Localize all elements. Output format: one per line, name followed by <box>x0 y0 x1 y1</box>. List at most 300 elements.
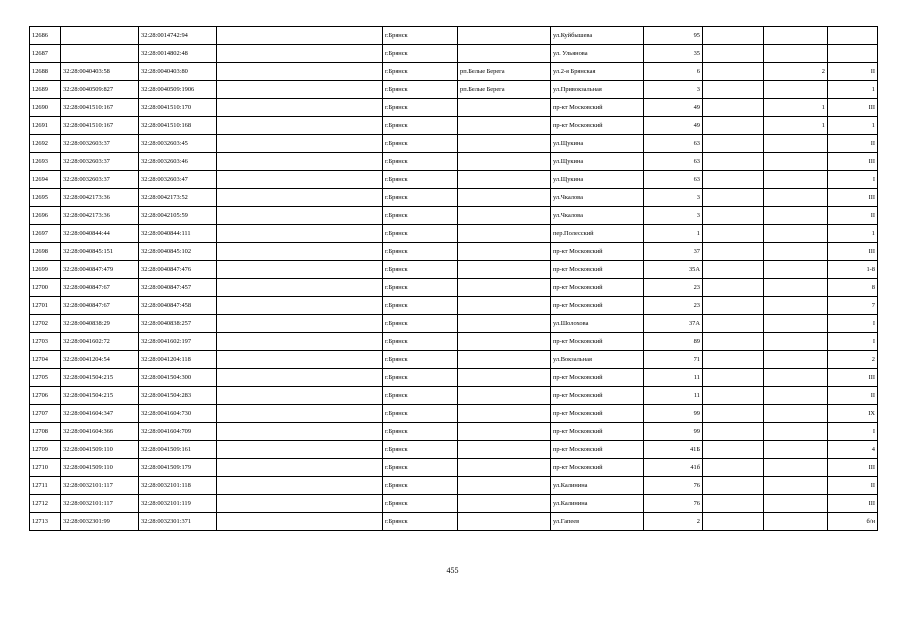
parent-cadastral-number-cell: 32:28:0041510:167 <box>61 99 139 117</box>
parent-cadastral-number-cell <box>61 27 139 45</box>
settlement-cell <box>458 387 551 405</box>
premises-number-cell: II <box>828 387 878 405</box>
settlement-cell <box>458 153 551 171</box>
parent-cadastral-number-cell: 32:28:0040845:151 <box>61 243 139 261</box>
parent-cadastral-number-cell: 32:28:0041604:347 <box>61 405 139 423</box>
settlement-cell <box>458 171 551 189</box>
cadastral-number-cell: 32:28:0042105:59 <box>139 207 217 225</box>
floor-cell <box>764 279 828 297</box>
settlement-cell <box>458 459 551 477</box>
empty-cell <box>703 45 764 63</box>
record-id-cell: 12708 <box>30 423 61 441</box>
premises-number-cell: II <box>828 135 878 153</box>
record-id-cell: 12690 <box>30 99 61 117</box>
empty-cell <box>217 261 383 279</box>
house-number-cell: 41б <box>644 459 703 477</box>
premises-number-cell: III <box>828 459 878 477</box>
table-row <box>30 27 878 45</box>
record-id-cell: 12699 <box>30 261 61 279</box>
table-row <box>30 171 878 189</box>
settlement-cell <box>458 477 551 495</box>
settlement-cell <box>458 297 551 315</box>
house-number-cell: 11 <box>644 369 703 387</box>
empty-cell <box>217 333 383 351</box>
empty-cell <box>217 459 383 477</box>
floor-cell <box>764 351 828 369</box>
record-id-cell: 12688 <box>30 63 61 81</box>
street-cell: ул.2-я Брянская <box>551 63 644 81</box>
city-cell: г.Брянск <box>383 81 458 99</box>
floor-cell <box>764 153 828 171</box>
premises-number-cell: 7 <box>828 297 878 315</box>
empty-cell <box>217 513 383 531</box>
floor-cell: 2 <box>764 63 828 81</box>
cadastral-number-cell: 32:28:0041204:118 <box>139 351 217 369</box>
record-id-cell: 12709 <box>30 441 61 459</box>
premises-number-cell: 1 <box>828 117 878 135</box>
cadastral-number-cell: 32:28:0040844:111 <box>139 225 217 243</box>
empty-cell <box>703 477 764 495</box>
empty-cell <box>703 153 764 171</box>
record-id-cell: 12710 <box>30 459 61 477</box>
empty-cell <box>703 99 764 117</box>
parent-cadastral-number-cell: 32:28:0041504:215 <box>61 369 139 387</box>
premises-number-cell: 1 <box>828 81 878 99</box>
empty-cell <box>703 315 764 333</box>
empty-cell <box>703 135 764 153</box>
house-number-cell: 11 <box>644 387 703 405</box>
house-number-cell: 63 <box>644 135 703 153</box>
premises-number-cell: II <box>828 477 878 495</box>
city-cell: г.Брянск <box>383 387 458 405</box>
premises-number-cell: б/н <box>828 513 878 531</box>
table-row <box>30 207 878 225</box>
street-cell: ул.Щукина <box>551 153 644 171</box>
city-cell: г.Брянск <box>383 27 458 45</box>
city-cell: г.Брянск <box>383 279 458 297</box>
floor-cell <box>764 207 828 225</box>
settlement-cell <box>458 495 551 513</box>
city-cell: г.Брянск <box>383 441 458 459</box>
table-row <box>30 459 878 477</box>
street-cell: пр-кт Московский <box>551 279 644 297</box>
street-cell: пр-кт Московский <box>551 459 644 477</box>
city-cell: г.Брянск <box>383 207 458 225</box>
street-cell: ул.Гапеев <box>551 513 644 531</box>
city-cell: г.Брянск <box>383 315 458 333</box>
empty-cell <box>217 63 383 81</box>
table-row <box>30 135 878 153</box>
house-number-cell: 37 <box>644 243 703 261</box>
city-cell: г.Брянск <box>383 99 458 117</box>
record-id-cell: 12703 <box>30 333 61 351</box>
empty-cell <box>217 189 383 207</box>
street-cell: ул.Калинина <box>551 495 644 513</box>
empty-cell <box>703 297 764 315</box>
settlement-cell <box>458 423 551 441</box>
street-cell: пр-кт Московский <box>551 423 644 441</box>
empty-cell <box>703 423 764 441</box>
table-row <box>30 45 878 63</box>
settlement-cell <box>458 45 551 63</box>
settlement-cell <box>458 351 551 369</box>
empty-cell <box>217 81 383 99</box>
street-cell: пр-кт Московский <box>551 405 644 423</box>
record-id-cell: 12704 <box>30 351 61 369</box>
house-number-cell: 2 <box>644 513 703 531</box>
street-cell: ул.Чкалова <box>551 207 644 225</box>
record-id-cell: 12700 <box>30 279 61 297</box>
premises-number-cell: III <box>828 189 878 207</box>
street-cell: ул. Ульянова <box>551 45 644 63</box>
parent-cadastral-number-cell: 32:28:0041510:167 <box>61 117 139 135</box>
premises-number-cell: IX <box>828 405 878 423</box>
empty-cell <box>217 405 383 423</box>
parent-cadastral-number-cell: 32:28:0041604:366 <box>61 423 139 441</box>
street-cell: пр-кт Московский <box>551 387 644 405</box>
empty-cell <box>703 279 764 297</box>
premises-number-cell: I <box>828 333 878 351</box>
table-row <box>30 225 878 243</box>
premises-number-cell: II <box>828 207 878 225</box>
table-row <box>30 117 878 135</box>
street-cell: пр-кт Московский <box>551 117 644 135</box>
record-id-cell: 12692 <box>30 135 61 153</box>
settlement-cell <box>458 369 551 387</box>
settlement-cell <box>458 513 551 531</box>
record-id-cell: 12711 <box>30 477 61 495</box>
parent-cadastral-number-cell: 32:28:0041204:54 <box>61 351 139 369</box>
city-cell: г.Брянск <box>383 459 458 477</box>
table-row <box>30 63 878 81</box>
empty-cell <box>703 369 764 387</box>
empty-cell <box>703 333 764 351</box>
premises-number-cell: III <box>828 153 878 171</box>
empty-cell <box>217 27 383 45</box>
empty-cell <box>217 153 383 171</box>
cadastral-number-cell: 32:28:0040847:457 <box>139 279 217 297</box>
table-row <box>30 405 878 423</box>
settlement-cell <box>458 225 551 243</box>
city-cell: г.Брянск <box>383 261 458 279</box>
cadastral-number-cell: 32:28:0032101:119 <box>139 495 217 513</box>
city-cell: г.Брянск <box>383 513 458 531</box>
city-cell: г.Брянск <box>383 171 458 189</box>
floor-cell <box>764 171 828 189</box>
record-id-cell: 12702 <box>30 315 61 333</box>
house-number-cell: 1 <box>644 225 703 243</box>
cadastral-number-cell: 32:28:0040403:80 <box>139 63 217 81</box>
house-number-cell: 71 <box>644 351 703 369</box>
record-id-cell: 12691 <box>30 117 61 135</box>
empty-cell <box>217 207 383 225</box>
city-cell: г.Брянск <box>383 423 458 441</box>
floor-cell <box>764 405 828 423</box>
cadastral-number-cell: 32:28:0014802:48 <box>139 45 217 63</box>
street-cell: ул.Куйбышева <box>551 27 644 45</box>
city-cell: г.Брянск <box>383 117 458 135</box>
empty-cell <box>217 297 383 315</box>
cadastral-number-cell: 32:28:0032603:45 <box>139 135 217 153</box>
empty-cell <box>217 279 383 297</box>
floor-cell <box>764 423 828 441</box>
cadastral-number-cell: 32:28:0032301:371 <box>139 513 217 531</box>
house-number-cell: 95 <box>644 27 703 45</box>
parent-cadastral-number-cell: 32:28:0041602:72 <box>61 333 139 351</box>
empty-cell <box>217 315 383 333</box>
street-cell: пер.Полесский <box>551 225 644 243</box>
house-number-cell: 99 <box>644 423 703 441</box>
empty-cell <box>217 117 383 135</box>
empty-cell <box>217 441 383 459</box>
registry-body <box>30 27 878 531</box>
cadastral-number-cell: 32:28:0041509:179 <box>139 459 217 477</box>
empty-cell <box>703 27 764 45</box>
page-number: 455 <box>446 566 459 575</box>
settlement-cell <box>458 243 551 261</box>
record-id-cell: 12689 <box>30 81 61 99</box>
street-cell: ул.Щукина <box>551 135 644 153</box>
parent-cadastral-number-cell: 32:28:0032301:99 <box>61 513 139 531</box>
settlement-cell <box>458 117 551 135</box>
floor-cell <box>764 315 828 333</box>
table-row <box>30 243 878 261</box>
floor-cell <box>764 477 828 495</box>
parent-cadastral-number-cell: 32:28:0041504:215 <box>61 387 139 405</box>
empty-cell <box>217 45 383 63</box>
parent-cadastral-number-cell: 32:28:0040838:29 <box>61 315 139 333</box>
record-id-cell: 12707 <box>30 405 61 423</box>
record-id-cell: 12694 <box>30 171 61 189</box>
settlement-cell <box>458 441 551 459</box>
city-cell: г.Брянск <box>383 405 458 423</box>
parent-cadastral-number-cell <box>61 45 139 63</box>
table-row <box>30 153 878 171</box>
street-cell: пр-кт Московский <box>551 441 644 459</box>
record-id-cell: 12701 <box>30 297 61 315</box>
floor-cell <box>764 333 828 351</box>
floor-cell <box>764 135 828 153</box>
parent-cadastral-number-cell: 32:28:0040847:67 <box>61 297 139 315</box>
premises-number-cell: I <box>828 423 878 441</box>
premises-number-cell: III <box>828 495 878 513</box>
city-cell: г.Брянск <box>383 243 458 261</box>
street-cell: пр-кт Московский <box>551 243 644 261</box>
cadastral-number-cell: 32:28:0041509:161 <box>139 441 217 459</box>
premises-number-cell: 4 <box>828 441 878 459</box>
table-row <box>30 315 878 333</box>
parent-cadastral-number-cell: 32:28:0040847:67 <box>61 279 139 297</box>
floor-cell <box>764 45 828 63</box>
premises-number-cell: 1 <box>828 225 878 243</box>
premises-number-cell: III <box>828 99 878 117</box>
house-number-cell: 6 <box>644 63 703 81</box>
street-cell: ул.Вокзальная <box>551 351 644 369</box>
city-cell: г.Брянск <box>383 153 458 171</box>
premises-number-cell <box>828 27 878 45</box>
cadastral-number-cell: 32:28:0040509:1906 <box>139 81 217 99</box>
settlement-cell <box>458 189 551 207</box>
city-cell: г.Брянск <box>383 297 458 315</box>
settlement-cell: рп.Белые Берега <box>458 81 551 99</box>
settlement-cell <box>458 333 551 351</box>
cadastral-number-cell: 32:28:0040847:476 <box>139 261 217 279</box>
table-row <box>30 477 878 495</box>
empty-cell <box>217 477 383 495</box>
record-id-cell: 12687 <box>30 45 61 63</box>
house-number-cell: 41Б <box>644 441 703 459</box>
floor-cell <box>764 513 828 531</box>
record-id-cell: 12713 <box>30 513 61 531</box>
empty-cell <box>703 117 764 135</box>
parent-cadastral-number-cell: 32:28:0041509:110 <box>61 459 139 477</box>
floor-cell <box>764 27 828 45</box>
table-row <box>30 351 878 369</box>
table-row <box>30 297 878 315</box>
table-row <box>30 369 878 387</box>
empty-cell <box>217 243 383 261</box>
empty-cell <box>703 495 764 513</box>
settlement-cell <box>458 279 551 297</box>
house-number-cell: 3 <box>644 207 703 225</box>
empty-cell <box>703 63 764 81</box>
city-cell: г.Брянск <box>383 369 458 387</box>
record-id-cell: 12697 <box>30 225 61 243</box>
cadastral-number-cell: 32:28:0041504:283 <box>139 387 217 405</box>
cadastral-number-cell: 32:28:0041602:197 <box>139 333 217 351</box>
empty-cell <box>703 351 764 369</box>
house-number-cell: 23 <box>644 279 703 297</box>
table-row <box>30 279 878 297</box>
city-cell: г.Брянск <box>383 189 458 207</box>
table-row <box>30 99 878 117</box>
table-row <box>30 513 878 531</box>
parent-cadastral-number-cell: 32:28:0032101:117 <box>61 495 139 513</box>
record-id-cell: 12695 <box>30 189 61 207</box>
empty-cell <box>703 171 764 189</box>
floor-cell <box>764 243 828 261</box>
table-row <box>30 441 878 459</box>
empty-cell <box>217 99 383 117</box>
house-number-cell: 37А <box>644 315 703 333</box>
record-id-cell: 12696 <box>30 207 61 225</box>
record-id-cell: 12706 <box>30 387 61 405</box>
floor-cell <box>764 387 828 405</box>
parent-cadastral-number-cell: 32:28:0040844:44 <box>61 225 139 243</box>
empty-cell <box>703 225 764 243</box>
parent-cadastral-number-cell: 32:28:0032603:37 <box>61 171 139 189</box>
house-number-cell: 63 <box>644 171 703 189</box>
house-number-cell: 49 <box>644 117 703 135</box>
settlement-cell <box>458 135 551 153</box>
street-cell: ул.Чкалова <box>551 189 644 207</box>
premises-number-cell: II <box>828 63 878 81</box>
cadastral-number-cell: 32:28:0040845:102 <box>139 243 217 261</box>
settlement-cell: рп.Белые Берега <box>458 63 551 81</box>
city-cell: г.Брянск <box>383 477 458 495</box>
empty-cell <box>217 387 383 405</box>
empty-cell <box>217 495 383 513</box>
street-cell: пр-кт Московский <box>551 99 644 117</box>
table-row <box>30 81 878 99</box>
parent-cadastral-number-cell: 32:28:0041509:110 <box>61 441 139 459</box>
street-cell: ул.Калинина <box>551 477 644 495</box>
city-cell: г.Брянск <box>383 63 458 81</box>
cadastral-number-cell: 32:28:0014742:94 <box>139 27 217 45</box>
street-cell: пр-кт Московский <box>551 369 644 387</box>
city-cell: г.Брянск <box>383 351 458 369</box>
empty-cell <box>703 513 764 531</box>
premises-number-cell: 1-8 <box>828 261 878 279</box>
empty-cell <box>703 189 764 207</box>
premises-number-cell: 2 <box>828 351 878 369</box>
street-cell: ул.Щукина <box>551 171 644 189</box>
settlement-cell <box>458 27 551 45</box>
settlement-cell <box>458 405 551 423</box>
floor-cell <box>764 495 828 513</box>
house-number-cell: 63 <box>644 153 703 171</box>
house-number-cell: 3 <box>644 189 703 207</box>
settlement-cell <box>458 207 551 225</box>
record-id-cell: 12693 <box>30 153 61 171</box>
floor-cell <box>764 459 828 477</box>
house-number-cell: 3 <box>644 81 703 99</box>
parent-cadastral-number-cell: 32:28:0032101:117 <box>61 477 139 495</box>
premises-number-cell <box>828 45 878 63</box>
empty-cell <box>217 369 383 387</box>
floor-cell <box>764 225 828 243</box>
parent-cadastral-number-cell: 32:28:0042173:36 <box>61 207 139 225</box>
table-row <box>30 261 878 279</box>
settlement-cell <box>458 261 551 279</box>
city-cell: г.Брянск <box>383 495 458 513</box>
cadastral-number-cell: 32:28:0041510:170 <box>139 99 217 117</box>
floor-cell <box>764 261 828 279</box>
street-cell: пр-кт Московский <box>551 261 644 279</box>
cadastral-number-cell: 32:28:0041504:300 <box>139 369 217 387</box>
house-number-cell: 76 <box>644 495 703 513</box>
city-cell: г.Брянск <box>383 333 458 351</box>
premises-number-cell: 8 <box>828 279 878 297</box>
empty-cell <box>703 405 764 423</box>
parent-cadastral-number-cell: 32:28:0040403:58 <box>61 63 139 81</box>
parent-cadastral-number-cell: 32:28:0040509:827 <box>61 81 139 99</box>
table-row <box>30 189 878 207</box>
empty-cell <box>217 423 383 441</box>
empty-cell <box>703 441 764 459</box>
table-row <box>30 423 878 441</box>
parent-cadastral-number-cell: 32:28:0032603:37 <box>61 153 139 171</box>
floor-cell <box>764 441 828 459</box>
cadastral-number-cell: 32:28:0040838:257 <box>139 315 217 333</box>
cadastral-number-cell: 32:28:0041510:168 <box>139 117 217 135</box>
city-cell: г.Брянск <box>383 45 458 63</box>
city-cell: г.Брянск <box>383 225 458 243</box>
floor-cell: 1 <box>764 99 828 117</box>
cadastral-number-cell: 32:28:0041604:709 <box>139 423 217 441</box>
floor-cell <box>764 189 828 207</box>
record-id-cell: 12686 <box>30 27 61 45</box>
cadastral-number-cell: 32:28:0032603:46 <box>139 153 217 171</box>
floor-cell <box>764 297 828 315</box>
record-id-cell: 12705 <box>30 369 61 387</box>
empty-cell <box>703 261 764 279</box>
premises-number-cell: III <box>828 369 878 387</box>
city-cell: г.Брянск <box>383 135 458 153</box>
table-row <box>30 387 878 405</box>
empty-cell <box>703 387 764 405</box>
cadastral-number-cell: 32:28:0032101:118 <box>139 477 217 495</box>
